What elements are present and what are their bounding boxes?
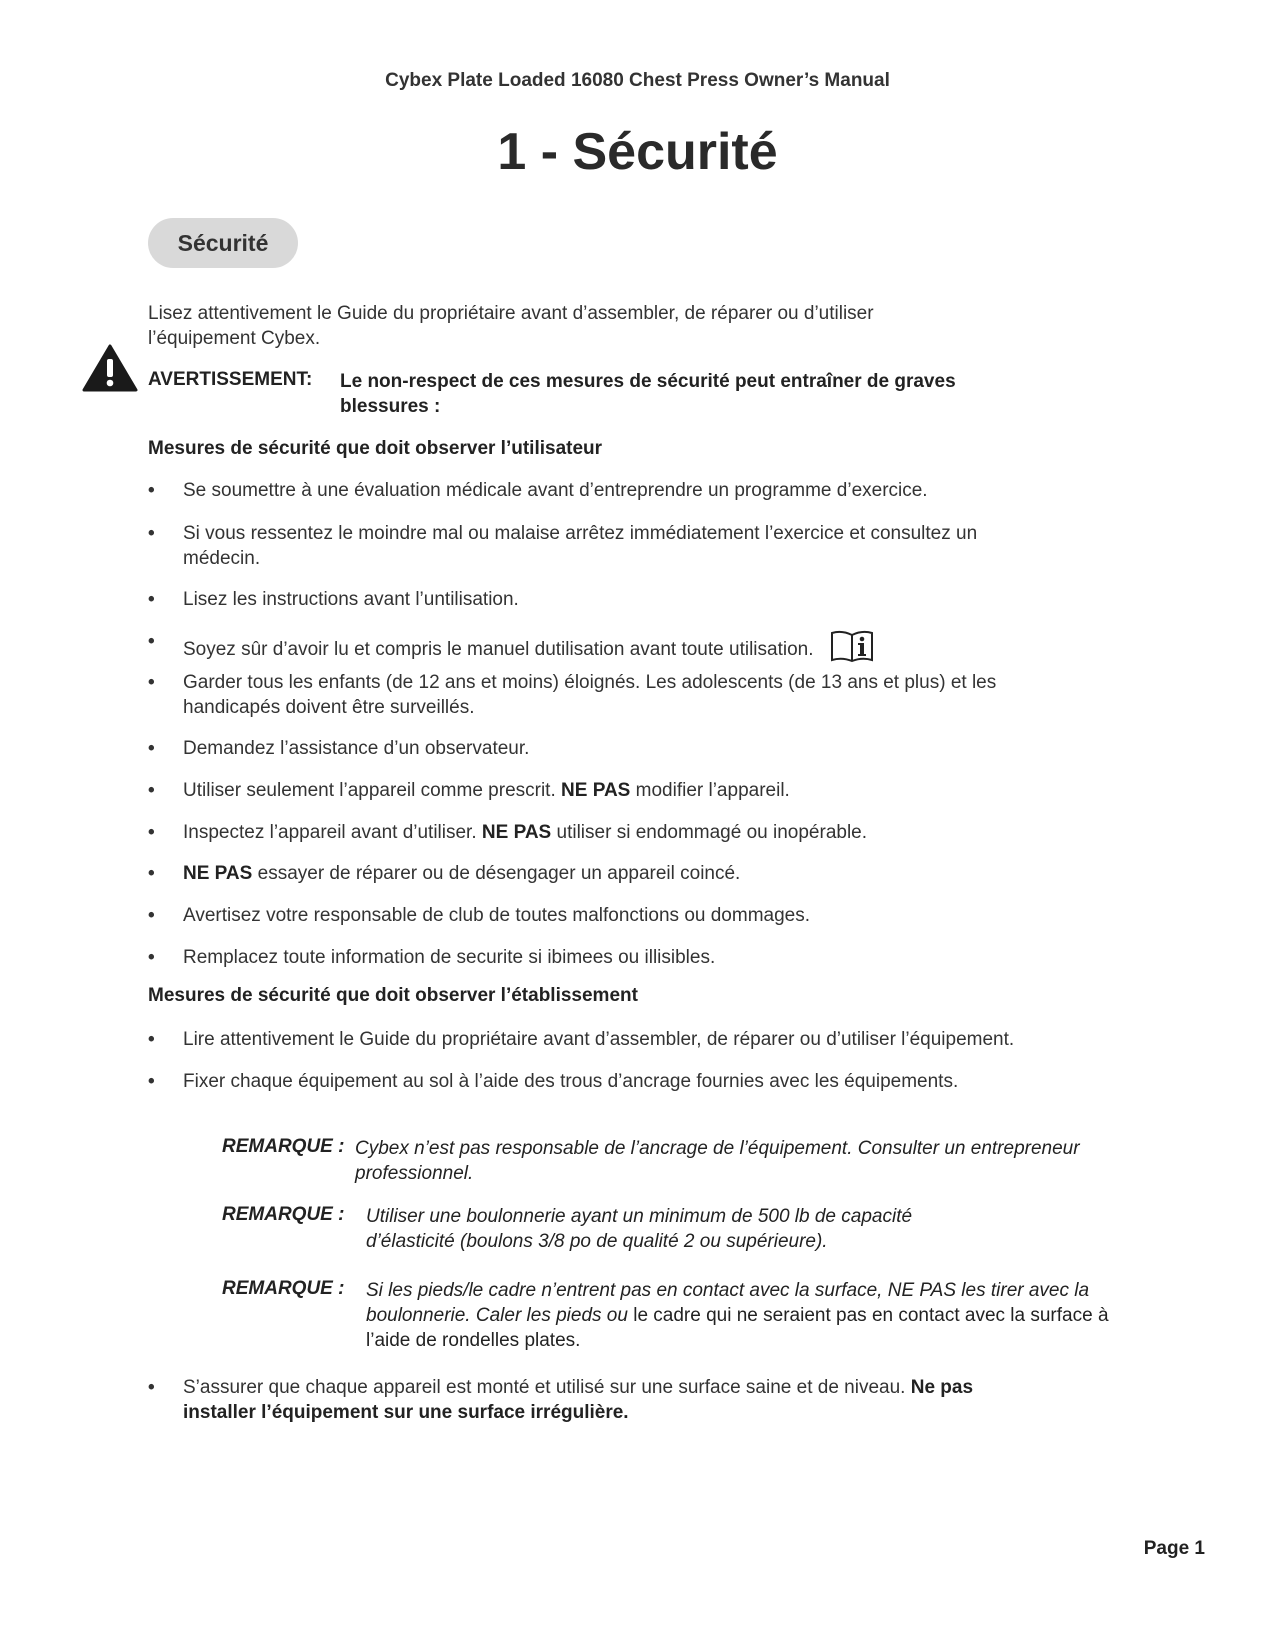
- bullet-dot: •: [148, 672, 155, 693]
- list-item-text: [183, 861, 1143, 886]
- emphasis-text: NE PAS: [481, 822, 552, 843]
- warning-text: Le non-respect de ces mesures de sécurité peut entraîner de graves blessures :: [340, 371, 956, 417]
- text-segment: essayer de réparer ou de désengager un appareil coincé.: [252, 863, 741, 884]
- list-item-text: Remplacez toute information de securite si ibimees ou illisibles.: [183, 947, 716, 968]
- text-segment: Inspectez l’appareil avant d’utiliser.: [183, 822, 482, 843]
- list-item-text-content: Soyez sûr d’avoir lu et compris le manuel dutilisation avant toute utilisation.: [183, 639, 814, 660]
- bullet-dot: •: [148, 1071, 155, 1092]
- list-item-text: [183, 820, 1143, 845]
- list-item-text: Se soumettre à une évaluation médicale avant d’entreprendre un programme d’exercice.: [183, 480, 928, 501]
- text-segment: utiliser si endommagé ou inopérable.: [551, 822, 868, 843]
- note-label: REMARQUE :: [222, 1204, 345, 1225]
- bullet-dot: •: [148, 738, 155, 759]
- text-segment: Utiliser seulement l’appareil comme prescrit.: [183, 780, 562, 801]
- note-text: [366, 1278, 1146, 1353]
- bullet-dot: •: [148, 822, 155, 843]
- section-pill: [148, 218, 298, 268]
- bullet-dot: •: [148, 1029, 155, 1050]
- manual-header: Cybex Plate Loaded 16080 Chest Press Owner’s Manual: [385, 70, 890, 91]
- note-text-italic: Si les pieds/le cadre n’entrent pas en contact avec la surface, NE PAS les tirer avec la boulonnerie. Caler les pieds ou: [366, 1280, 1090, 1326]
- list-item-text: [183, 629, 1143, 663]
- bullet-dot: •: [148, 523, 155, 544]
- read-manual-icon: [829, 629, 875, 663]
- note-text: Cybex n’est pas responsable de l’ancrage de l’équipement. Consulter un entrepreneur professionnel.: [355, 1138, 1080, 1184]
- bullet-dot: •: [148, 780, 155, 801]
- emphasis-text: Ne pas installer l’équipement sur une surface irrégulière.: [183, 1377, 974, 1423]
- warning-label: AVERTISSEMENT:: [148, 369, 313, 390]
- list-item-text: Lire attentivement le Guide du propriétaire avant d’assembler, de réparer ou d’utiliser l’équipement.: [183, 1029, 1015, 1050]
- list-item-text: [183, 1375, 1043, 1425]
- list-item-text: Avertisez votre responsable de club de toutes malfonctions ou dommages.: [183, 905, 810, 926]
- text-segment: S’assurer que chaque appareil est monté et utilisé sur une surface saine et de niveau.: [183, 1377, 911, 1398]
- page-number: Page 1: [1143, 1538, 1205, 1559]
- list-item-text: Si vous ressentez le moindre mal ou malaise arrêtez immédiatement l’exercice et consultez un médecin.: [183, 523, 978, 569]
- text-segment: modifier l’appareil.: [630, 780, 790, 801]
- list-item-text: Lisez les instructions avant l’untilisation.: [183, 589, 519, 610]
- note-label: REMARQUE :: [222, 1278, 345, 1299]
- user-section-heading: Mesures de sécurité que doit observer l’utilisateur: [148, 438, 603, 459]
- intro-paragraph: Lisez attentivement le Guide du propriétaire avant d’assembler, de réparer ou d’utiliser l’équipement Cybex.: [148, 303, 874, 349]
- note-text-normal: le cadre qui ne seraient pas en contact avec la surface à l’aide de rondelles plates.: [366, 1305, 1109, 1351]
- bullet-dot: •: [148, 631, 155, 652]
- bullet-dot: •: [148, 905, 155, 926]
- warning-triangle-icon: [82, 343, 138, 393]
- bullet-dot: •: [148, 863, 155, 884]
- section-pill-label: Sécurité: [177, 229, 269, 256]
- emphasis-text: NE PAS: [561, 780, 631, 801]
- note-label: REMARQUE :: [222, 1136, 345, 1157]
- page-title: 1 - Sécurité: [497, 123, 778, 181]
- list-item-text: Fixer chaque équipement au sol à l’aide des trous d’ancrage fournies avec les équipements.: [183, 1071, 959, 1092]
- bullet-dot: •: [148, 589, 155, 610]
- list-item-text: Demandez l’assistance d’un observateur.: [183, 738, 530, 759]
- emphasis-text: NE PAS: [183, 863, 253, 884]
- facility-section-heading: Mesures de sécurité que doit observer l’établissement: [148, 985, 638, 1006]
- bullet-dot: •: [148, 480, 155, 501]
- bullet-dot: •: [148, 947, 155, 968]
- list-item-text: [183, 778, 1143, 803]
- list-item-text: Garder tous les enfants (de 12 ans et moins) éloignés. Les adolescents (de 13 ans et plus) et les handicapés doivent être surveillés.: [183, 672, 997, 718]
- bullet-dot: •: [148, 1377, 155, 1398]
- note-text: Utiliser une boulonnerie ayant un minimum de 500 lb de capacité d’élasticité (boulons 3/8 po de qualité 2 ou supérieure).: [366, 1206, 913, 1252]
